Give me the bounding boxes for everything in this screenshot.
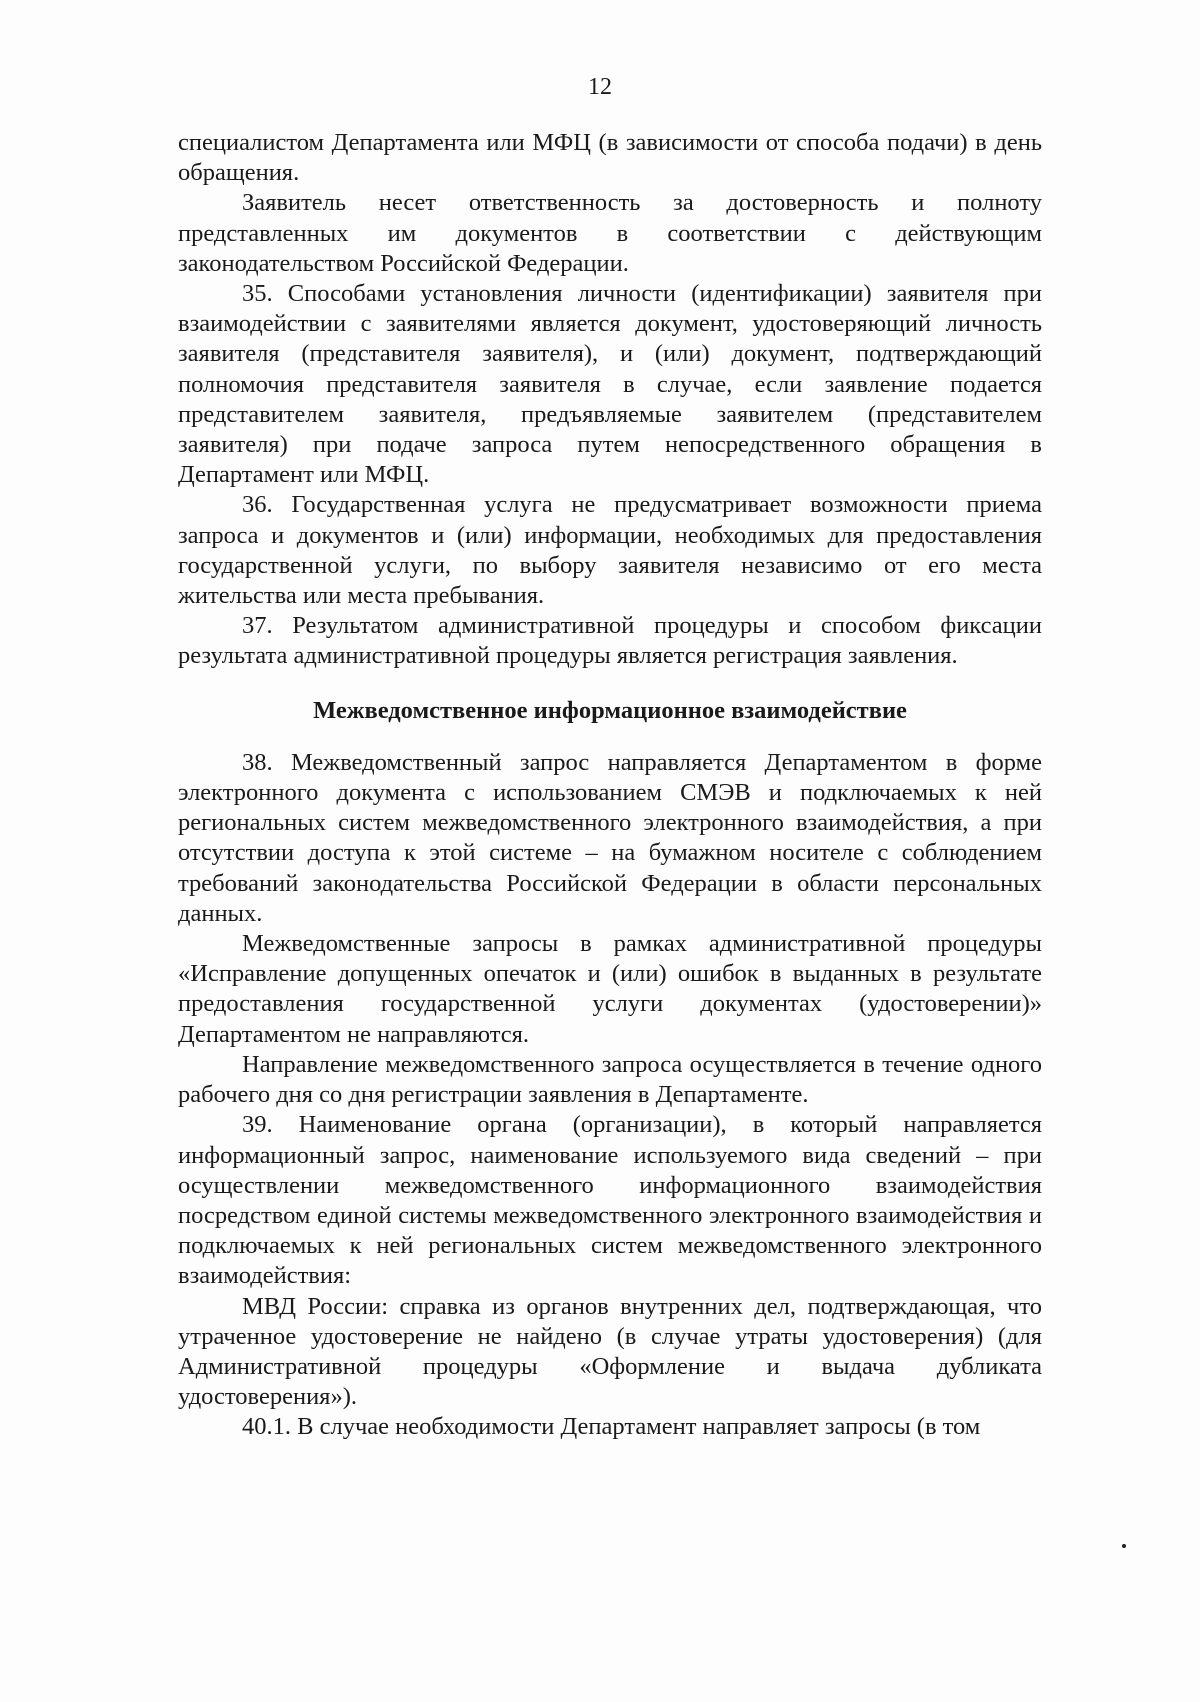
paragraph-mvd: МВД России: справка из органов внутренних дел, подтверждающая, что утраченное удостоверение не найдено (в случае утраты удостоверения) (для Административной процедуры «Оформление и выдача дубликата удостоверения»). (178, 1292, 1042, 1411)
paragraph-40-1: 40.1. В случае необходимости Департамент направляет запросы (в том (242, 1413, 981, 1441)
paragraph-interagency-requests: Межведомственные запросы в рамках административной процедуры «Исправление допущенных опечаток и (или) ошибок в выданных в результате предоставления государственной услуги документах (удостоверении)» Департаментом не направляются. (178, 930, 1042, 1048)
paragraph-continuation: специалистом Департамента или МФЦ (в зависимости от способа подачи) в день обращения. (178, 129, 1042, 187)
section-heading: Межведомственное информационное взаимодействие (313, 696, 907, 724)
scan-speck (1122, 1544, 1126, 1548)
paragraph-request-timing: Направление межведомственного запроса осуществляется в течение одного рабочего дня со дня регистрации заявления в Департаменте. (178, 1050, 1042, 1109)
paragraph-applicant-responsibility: Заявитель несет ответственность за достоверность и полноту представленных им документов в соответствии с действующим законодательством Российской Федерации. (178, 189, 1042, 277)
paragraph-39: 39. Наименование органа (организации), в который направляется информационный запрос, наименование используемого вида сведений – при осуществлении межведомственного информационного взаимодействия посредством единой системы межведомственного электронного взаимодействия и подключаемых к ней региональных систем межведомственного электронного взаимодействия: (178, 1111, 1042, 1290)
paragraph-36: 36. Государственная услуга не предусматривает возможности приема запроса и документов и (или) информации, необходимых для предоставления государственной услуги, по выбору заявителя независимо от его места жительства или места пребывания. (178, 491, 1042, 610)
document-body (178, 128, 1042, 1443)
paragraph-35: 35. Способами установления личности (идентификации) заявителя при взаимодействии с заявителями является документ, удостоверяющий личность заявителя (представителя заявителя), и (или) документ, подтверждающий полномочия представителя заявителя в случае, если заявление подается представителем заявителя, предъявляемые заявителем (представителем заявителя) при подаче запроса путем непосредственного обращения в Департамент или МФЦ. (178, 280, 1042, 489)
paragraph-38: 38. Межведомственный запрос направляется Департаментом в форме электронного документа с использованием СМЭВ и подключаемых к ней региональных систем межведомственного электронного взаимодействия, а при отсутствии доступа к этой системе – на бумажном носителе с соблюдением требований законодательства Российской Федерации в области персональных данных. (178, 748, 1042, 927)
paragraph-37: 37. Результатом административной процедуры и способом фиксации результата административной процедуры является регистрация заявления. (178, 612, 1042, 670)
page-number: 12 (588, 74, 612, 100)
